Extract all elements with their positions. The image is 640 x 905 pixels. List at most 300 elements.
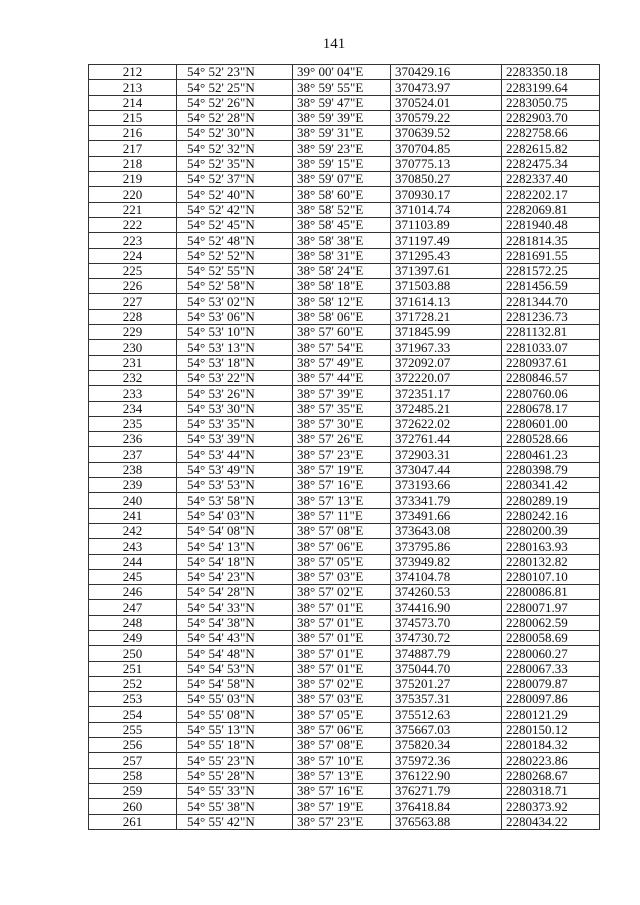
latitude-cell: 54° 53' 53"N — [177, 478, 293, 493]
point-number-cell: 219 — [89, 172, 177, 187]
table-row — [89, 233, 600, 248]
latitude-cell: 54° 52' 52"N — [177, 248, 293, 263]
longitude-cell: 38° 58' 12"E — [293, 294, 391, 309]
point-number-cell: 237 — [89, 447, 177, 462]
table-row — [89, 279, 600, 294]
table-row — [89, 676, 600, 691]
y-coordinate-cell: 2280062.59 — [502, 615, 600, 630]
longitude-cell: 38° 57' 30"E — [293, 416, 391, 431]
longitude-cell: 38° 57' 23"E — [293, 447, 391, 462]
y-coordinate-cell: 2280434.22 — [502, 814, 600, 829]
y-coordinate-cell: 2281814.35 — [502, 233, 600, 248]
table-row — [89, 692, 600, 707]
longitude-cell: 38° 57' 13"E — [293, 768, 391, 783]
y-coordinate-cell: 2280184.32 — [502, 738, 600, 753]
x-coordinate-cell: 374730.72 — [391, 630, 502, 645]
latitude-cell: 54° 55' 42"N — [177, 814, 293, 829]
x-coordinate-cell: 376122.90 — [391, 768, 502, 783]
x-coordinate-cell: 372622.02 — [391, 416, 502, 431]
table-row — [89, 707, 600, 722]
point-number-cell: 247 — [89, 600, 177, 615]
y-coordinate-cell: 2280398.79 — [502, 462, 600, 477]
y-coordinate-cell: 2282615.82 — [502, 141, 600, 156]
point-number-cell: 220 — [89, 187, 177, 202]
table-row — [89, 554, 600, 569]
latitude-cell: 54° 53' 10"N — [177, 325, 293, 340]
y-coordinate-cell: 2281940.48 — [502, 217, 600, 232]
latitude-cell: 54° 52' 26"N — [177, 95, 293, 110]
point-number-cell: 257 — [89, 753, 177, 768]
point-number-cell: 259 — [89, 783, 177, 798]
y-coordinate-cell: 2280461.23 — [502, 447, 600, 462]
table-row — [89, 141, 600, 156]
latitude-cell: 54° 52' 23"N — [177, 65, 293, 80]
table-row — [89, 202, 600, 217]
y-coordinate-cell: 2281691.55 — [502, 248, 600, 263]
longitude-cell: 38° 57' 11"E — [293, 508, 391, 523]
point-number-cell: 226 — [89, 279, 177, 294]
longitude-cell: 38° 57' 01"E — [293, 630, 391, 645]
x-coordinate-cell: 373643.08 — [391, 523, 502, 538]
table-row — [89, 508, 600, 523]
longitude-cell: 39° 00' 04"E — [293, 65, 391, 80]
latitude-cell: 54° 52' 25"N — [177, 80, 293, 95]
point-number-cell: 222 — [89, 217, 177, 232]
longitude-cell: 38° 57' 35"E — [293, 401, 391, 416]
x-coordinate-cell: 371503.88 — [391, 279, 502, 294]
latitude-cell: 54° 54' 03"N — [177, 508, 293, 523]
y-coordinate-cell: 2280097.86 — [502, 692, 600, 707]
x-coordinate-cell: 374104.78 — [391, 569, 502, 584]
table-row — [89, 661, 600, 676]
x-coordinate-cell: 371295.43 — [391, 248, 502, 263]
point-number-cell: 240 — [89, 493, 177, 508]
y-coordinate-cell: 2283050.75 — [502, 95, 600, 110]
table-row — [89, 462, 600, 477]
table-row — [89, 340, 600, 355]
latitude-cell: 54° 55' 38"N — [177, 799, 293, 814]
latitude-cell: 54° 54' 13"N — [177, 539, 293, 554]
point-number-cell: 258 — [89, 768, 177, 783]
x-coordinate-cell: 372903.31 — [391, 447, 502, 462]
latitude-cell: 54° 54' 38"N — [177, 615, 293, 630]
longitude-cell: 38° 58' 45"E — [293, 217, 391, 232]
table-row — [89, 95, 600, 110]
latitude-cell: 54° 52' 35"N — [177, 156, 293, 171]
table-row — [89, 768, 600, 783]
latitude-cell: 54° 52' 28"N — [177, 110, 293, 125]
x-coordinate-cell: 375667.03 — [391, 722, 502, 737]
longitude-cell: 38° 57' 13"E — [293, 493, 391, 508]
x-coordinate-cell: 375201.27 — [391, 676, 502, 691]
longitude-cell: 38° 57' 19"E — [293, 462, 391, 477]
latitude-cell: 54° 52' 55"N — [177, 263, 293, 278]
longitude-cell: 38° 57' 06"E — [293, 722, 391, 737]
table-row — [89, 630, 600, 645]
latitude-cell: 54° 53' 02"N — [177, 294, 293, 309]
longitude-cell: 38° 59' 15"E — [293, 156, 391, 171]
x-coordinate-cell: 372485.21 — [391, 401, 502, 416]
latitude-cell: 54° 52' 37"N — [177, 172, 293, 187]
y-coordinate-cell: 2280601.00 — [502, 416, 600, 431]
y-coordinate-cell: 2282475.34 — [502, 156, 600, 171]
y-coordinate-cell: 2280163.93 — [502, 539, 600, 554]
point-number-cell: 243 — [89, 539, 177, 554]
point-number-cell: 261 — [89, 814, 177, 829]
table-row — [89, 263, 600, 278]
table-row — [89, 80, 600, 95]
point-number-cell: 233 — [89, 386, 177, 401]
latitude-cell: 54° 55' 08"N — [177, 707, 293, 722]
x-coordinate-cell: 371614.13 — [391, 294, 502, 309]
table-row — [89, 585, 600, 600]
table-row — [89, 187, 600, 202]
point-number-cell: 254 — [89, 707, 177, 722]
table-row — [89, 615, 600, 630]
point-number-cell: 239 — [89, 478, 177, 493]
x-coordinate-cell: 375044.70 — [391, 661, 502, 676]
point-number-cell: 241 — [89, 508, 177, 523]
y-coordinate-cell: 2280067.33 — [502, 661, 600, 676]
table-row — [89, 722, 600, 737]
x-coordinate-cell: 375820.34 — [391, 738, 502, 753]
longitude-cell: 38° 58' 60"E — [293, 187, 391, 202]
table-row — [89, 386, 600, 401]
y-coordinate-cell: 2281033.07 — [502, 340, 600, 355]
latitude-cell: 54° 53' 39"N — [177, 432, 293, 447]
y-coordinate-cell: 2280086.81 — [502, 585, 600, 600]
longitude-cell: 38° 57' 05"E — [293, 554, 391, 569]
latitude-cell: 54° 53' 18"N — [177, 355, 293, 370]
latitude-cell: 54° 53' 49"N — [177, 462, 293, 477]
y-coordinate-cell: 2280060.27 — [502, 646, 600, 661]
longitude-cell: 38° 57' 08"E — [293, 523, 391, 538]
table-row — [89, 738, 600, 753]
longitude-cell: 38° 58' 06"E — [293, 309, 391, 324]
point-number-cell: 221 — [89, 202, 177, 217]
point-number-cell: 229 — [89, 325, 177, 340]
latitude-cell: 54° 54' 28"N — [177, 585, 293, 600]
x-coordinate-cell: 374887.79 — [391, 646, 502, 661]
table-row — [89, 523, 600, 538]
longitude-cell: 38° 58' 31"E — [293, 248, 391, 263]
longitude-cell: 38° 58' 38"E — [293, 233, 391, 248]
point-number-cell: 215 — [89, 110, 177, 125]
table-row — [89, 539, 600, 554]
longitude-cell: 38° 57' 01"E — [293, 661, 391, 676]
longitude-cell: 38° 57' 19"E — [293, 799, 391, 814]
table-row — [89, 65, 600, 80]
x-coordinate-cell: 376563.88 — [391, 814, 502, 829]
longitude-cell: 38° 59' 23"E — [293, 141, 391, 156]
table-row — [89, 799, 600, 814]
longitude-cell: 38° 57' 23"E — [293, 814, 391, 829]
longitude-cell: 38° 57' 01"E — [293, 615, 391, 630]
table-row — [89, 355, 600, 370]
table-row — [89, 814, 600, 829]
table-row — [89, 294, 600, 309]
x-coordinate-cell: 374260.53 — [391, 585, 502, 600]
point-number-cell: 255 — [89, 722, 177, 737]
y-coordinate-cell: 2282069.81 — [502, 202, 600, 217]
latitude-cell: 54° 53' 22"N — [177, 370, 293, 385]
latitude-cell: 54° 52' 58"N — [177, 279, 293, 294]
longitude-cell: 38° 57' 03"E — [293, 692, 391, 707]
longitude-cell: 38° 58' 18"E — [293, 279, 391, 294]
table-row — [89, 370, 600, 385]
table-row — [89, 401, 600, 416]
x-coordinate-cell: 371103.89 — [391, 217, 502, 232]
longitude-cell: 38° 57' 02"E — [293, 585, 391, 600]
longitude-cell: 38° 57' 44"E — [293, 370, 391, 385]
y-coordinate-cell: 2280200.39 — [502, 523, 600, 538]
x-coordinate-cell: 374416.90 — [391, 600, 502, 615]
longitude-cell: 38° 57' 01"E — [293, 646, 391, 661]
longitude-cell: 38° 57' 16"E — [293, 478, 391, 493]
y-coordinate-cell: 2280373.92 — [502, 799, 600, 814]
y-coordinate-cell: 2280132.82 — [502, 554, 600, 569]
x-coordinate-cell: 375357.31 — [391, 692, 502, 707]
latitude-cell: 54° 53' 06"N — [177, 309, 293, 324]
longitude-cell: 38° 57' 60"E — [293, 325, 391, 340]
x-coordinate-cell: 370429.16 — [391, 65, 502, 80]
y-coordinate-cell: 2280268.67 — [502, 768, 600, 783]
table-row — [89, 600, 600, 615]
latitude-cell: 54° 54' 48"N — [177, 646, 293, 661]
longitude-cell: 38° 57' 08"E — [293, 738, 391, 753]
y-coordinate-cell: 2280150.12 — [502, 722, 600, 737]
x-coordinate-cell: 371397.61 — [391, 263, 502, 278]
x-coordinate-cell: 372220.07 — [391, 370, 502, 385]
x-coordinate-cell: 370930.17 — [391, 187, 502, 202]
point-number-cell: 260 — [89, 799, 177, 814]
point-number-cell: 242 — [89, 523, 177, 538]
y-coordinate-cell: 2280937.61 — [502, 355, 600, 370]
latitude-cell: 54° 55' 18"N — [177, 738, 293, 753]
y-coordinate-cell: 2280058.69 — [502, 630, 600, 645]
y-coordinate-cell: 2280289.19 — [502, 493, 600, 508]
latitude-cell: 54° 54' 33"N — [177, 600, 293, 615]
x-coordinate-cell: 372351.17 — [391, 386, 502, 401]
table-row — [89, 156, 600, 171]
x-coordinate-cell: 370579.22 — [391, 110, 502, 125]
latitude-cell: 54° 54' 53"N — [177, 661, 293, 676]
coordinates-table — [88, 64, 600, 830]
longitude-cell: 38° 59' 31"E — [293, 126, 391, 141]
x-coordinate-cell: 376271.79 — [391, 783, 502, 798]
latitude-cell: 54° 52' 40"N — [177, 187, 293, 202]
longitude-cell: 38° 57' 06"E — [293, 539, 391, 554]
x-coordinate-cell: 373047.44 — [391, 462, 502, 477]
point-number-cell: 253 — [89, 692, 177, 707]
longitude-cell: 38° 57' 02"E — [293, 676, 391, 691]
x-coordinate-cell: 373795.86 — [391, 539, 502, 554]
table-row — [89, 172, 600, 187]
y-coordinate-cell: 2280341.42 — [502, 478, 600, 493]
point-number-cell: 250 — [89, 646, 177, 661]
point-number-cell: 249 — [89, 630, 177, 645]
point-number-cell: 217 — [89, 141, 177, 156]
x-coordinate-cell: 371967.33 — [391, 340, 502, 355]
y-coordinate-cell: 2280846.57 — [502, 370, 600, 385]
table-row — [89, 493, 600, 508]
longitude-cell: 38° 57' 54"E — [293, 340, 391, 355]
longitude-cell: 38° 59' 47"E — [293, 95, 391, 110]
point-number-cell: 236 — [89, 432, 177, 447]
point-number-cell: 231 — [89, 355, 177, 370]
x-coordinate-cell: 373491.66 — [391, 508, 502, 523]
x-coordinate-cell: 371728.21 — [391, 309, 502, 324]
latitude-cell: 54° 54' 43"N — [177, 630, 293, 645]
point-number-cell: 256 — [89, 738, 177, 753]
table-row — [89, 110, 600, 125]
x-coordinate-cell: 370524.01 — [391, 95, 502, 110]
y-coordinate-cell: 2280223.86 — [502, 753, 600, 768]
point-number-cell: 252 — [89, 676, 177, 691]
x-coordinate-cell: 371845.99 — [391, 325, 502, 340]
table-row — [89, 325, 600, 340]
y-coordinate-cell: 2281236.73 — [502, 309, 600, 324]
latitude-cell: 54° 53' 44"N — [177, 447, 293, 462]
longitude-cell: 38° 58' 52"E — [293, 202, 391, 217]
point-number-cell: 248 — [89, 615, 177, 630]
x-coordinate-cell: 373949.82 — [391, 554, 502, 569]
x-coordinate-cell: 373193.66 — [391, 478, 502, 493]
x-coordinate-cell: 374573.70 — [391, 615, 502, 630]
latitude-cell: 54° 54' 08"N — [177, 523, 293, 538]
latitude-cell: 54° 55' 33"N — [177, 783, 293, 798]
y-coordinate-cell: 2283350.18 — [502, 65, 600, 80]
latitude-cell: 54° 53' 26"N — [177, 386, 293, 401]
table-row — [89, 569, 600, 584]
x-coordinate-cell: 375972.36 — [391, 753, 502, 768]
x-coordinate-cell: 370775.13 — [391, 156, 502, 171]
longitude-cell: 38° 59' 39"E — [293, 110, 391, 125]
latitude-cell: 54° 52' 42"N — [177, 202, 293, 217]
point-number-cell: 245 — [89, 569, 177, 584]
table-row — [89, 309, 600, 324]
coordinates-table-body — [89, 65, 600, 830]
table-row — [89, 447, 600, 462]
x-coordinate-cell: 371197.49 — [391, 233, 502, 248]
x-coordinate-cell: 372761.44 — [391, 432, 502, 447]
table-row — [89, 783, 600, 798]
table-row — [89, 432, 600, 447]
y-coordinate-cell: 2282903.70 — [502, 110, 600, 125]
y-coordinate-cell: 2281456.59 — [502, 279, 600, 294]
latitude-cell: 54° 55' 13"N — [177, 722, 293, 737]
y-coordinate-cell: 2280760.06 — [502, 386, 600, 401]
point-number-cell: 246 — [89, 585, 177, 600]
table-row — [89, 478, 600, 493]
point-number-cell: 232 — [89, 370, 177, 385]
table-row — [89, 646, 600, 661]
x-coordinate-cell: 372092.07 — [391, 355, 502, 370]
latitude-cell: 54° 52' 30"N — [177, 126, 293, 141]
x-coordinate-cell: 375512.63 — [391, 707, 502, 722]
point-number-cell: 218 — [89, 156, 177, 171]
longitude-cell: 38° 57' 03"E — [293, 569, 391, 584]
longitude-cell: 38° 57' 26"E — [293, 432, 391, 447]
longitude-cell: 38° 57' 10"E — [293, 753, 391, 768]
y-coordinate-cell: 2282758.66 — [502, 126, 600, 141]
y-coordinate-cell: 2280107.10 — [502, 569, 600, 584]
y-coordinate-cell: 2280071.97 — [502, 600, 600, 615]
x-coordinate-cell: 370639.52 — [391, 126, 502, 141]
point-number-cell: 225 — [89, 263, 177, 278]
latitude-cell: 54° 52' 32"N — [177, 141, 293, 156]
latitude-cell: 54° 54' 18"N — [177, 554, 293, 569]
latitude-cell: 54° 53' 35"N — [177, 416, 293, 431]
longitude-cell: 38° 59' 55"E — [293, 80, 391, 95]
x-coordinate-cell: 370704.85 — [391, 141, 502, 156]
point-number-cell: 212 — [89, 65, 177, 80]
point-number-cell: 213 — [89, 80, 177, 95]
y-coordinate-cell: 2283199.64 — [502, 80, 600, 95]
longitude-cell: 38° 57' 49"E — [293, 355, 391, 370]
x-coordinate-cell: 370473.97 — [391, 80, 502, 95]
y-coordinate-cell: 2281572.25 — [502, 263, 600, 278]
longitude-cell: 38° 57' 39"E — [293, 386, 391, 401]
point-number-cell: 238 — [89, 462, 177, 477]
y-coordinate-cell: 2280242.16 — [502, 508, 600, 523]
y-coordinate-cell: 2280528.66 — [502, 432, 600, 447]
latitude-cell: 54° 54' 58"N — [177, 676, 293, 691]
longitude-cell: 38° 57' 05"E — [293, 707, 391, 722]
table-row — [89, 126, 600, 141]
point-number-cell: 224 — [89, 248, 177, 263]
latitude-cell: 54° 55' 03"N — [177, 692, 293, 707]
y-coordinate-cell: 2281132.81 — [502, 325, 600, 340]
latitude-cell: 54° 53' 30"N — [177, 401, 293, 416]
longitude-cell: 38° 57' 01"E — [293, 600, 391, 615]
x-coordinate-cell: 371014.74 — [391, 202, 502, 217]
latitude-cell: 54° 55' 23"N — [177, 753, 293, 768]
y-coordinate-cell: 2280678.17 — [502, 401, 600, 416]
point-number-cell: 234 — [89, 401, 177, 416]
table-row — [89, 416, 600, 431]
latitude-cell: 54° 55' 28"N — [177, 768, 293, 783]
longitude-cell: 38° 59' 07"E — [293, 172, 391, 187]
point-number-cell: 235 — [89, 416, 177, 431]
latitude-cell: 54° 54' 23"N — [177, 569, 293, 584]
point-number-cell: 227 — [89, 294, 177, 309]
x-coordinate-cell: 376418.84 — [391, 799, 502, 814]
longitude-cell: 38° 57' 16"E — [293, 783, 391, 798]
point-number-cell: 223 — [89, 233, 177, 248]
y-coordinate-cell: 2280121.29 — [502, 707, 600, 722]
table-row — [89, 217, 600, 232]
latitude-cell: 54° 52' 45"N — [177, 217, 293, 232]
table-row — [89, 753, 600, 768]
y-coordinate-cell: 2282202.17 — [502, 187, 600, 202]
longitude-cell: 38° 58' 24"E — [293, 263, 391, 278]
point-number-cell: 214 — [89, 95, 177, 110]
latitude-cell: 54° 53' 58"N — [177, 493, 293, 508]
point-number-cell: 228 — [89, 309, 177, 324]
point-number-cell: 230 — [89, 340, 177, 355]
x-coordinate-cell: 370850.27 — [391, 172, 502, 187]
latitude-cell: 54° 52' 48"N — [177, 233, 293, 248]
point-number-cell: 216 — [89, 126, 177, 141]
y-coordinate-cell: 2280318.71 — [502, 783, 600, 798]
y-coordinate-cell: 2280079.87 — [502, 676, 600, 691]
table-row — [89, 248, 600, 263]
page-number: 141 — [322, 36, 346, 52]
point-number-cell: 251 — [89, 661, 177, 676]
x-coordinate-cell: 373341.79 — [391, 493, 502, 508]
latitude-cell: 54° 53' 13"N — [177, 340, 293, 355]
